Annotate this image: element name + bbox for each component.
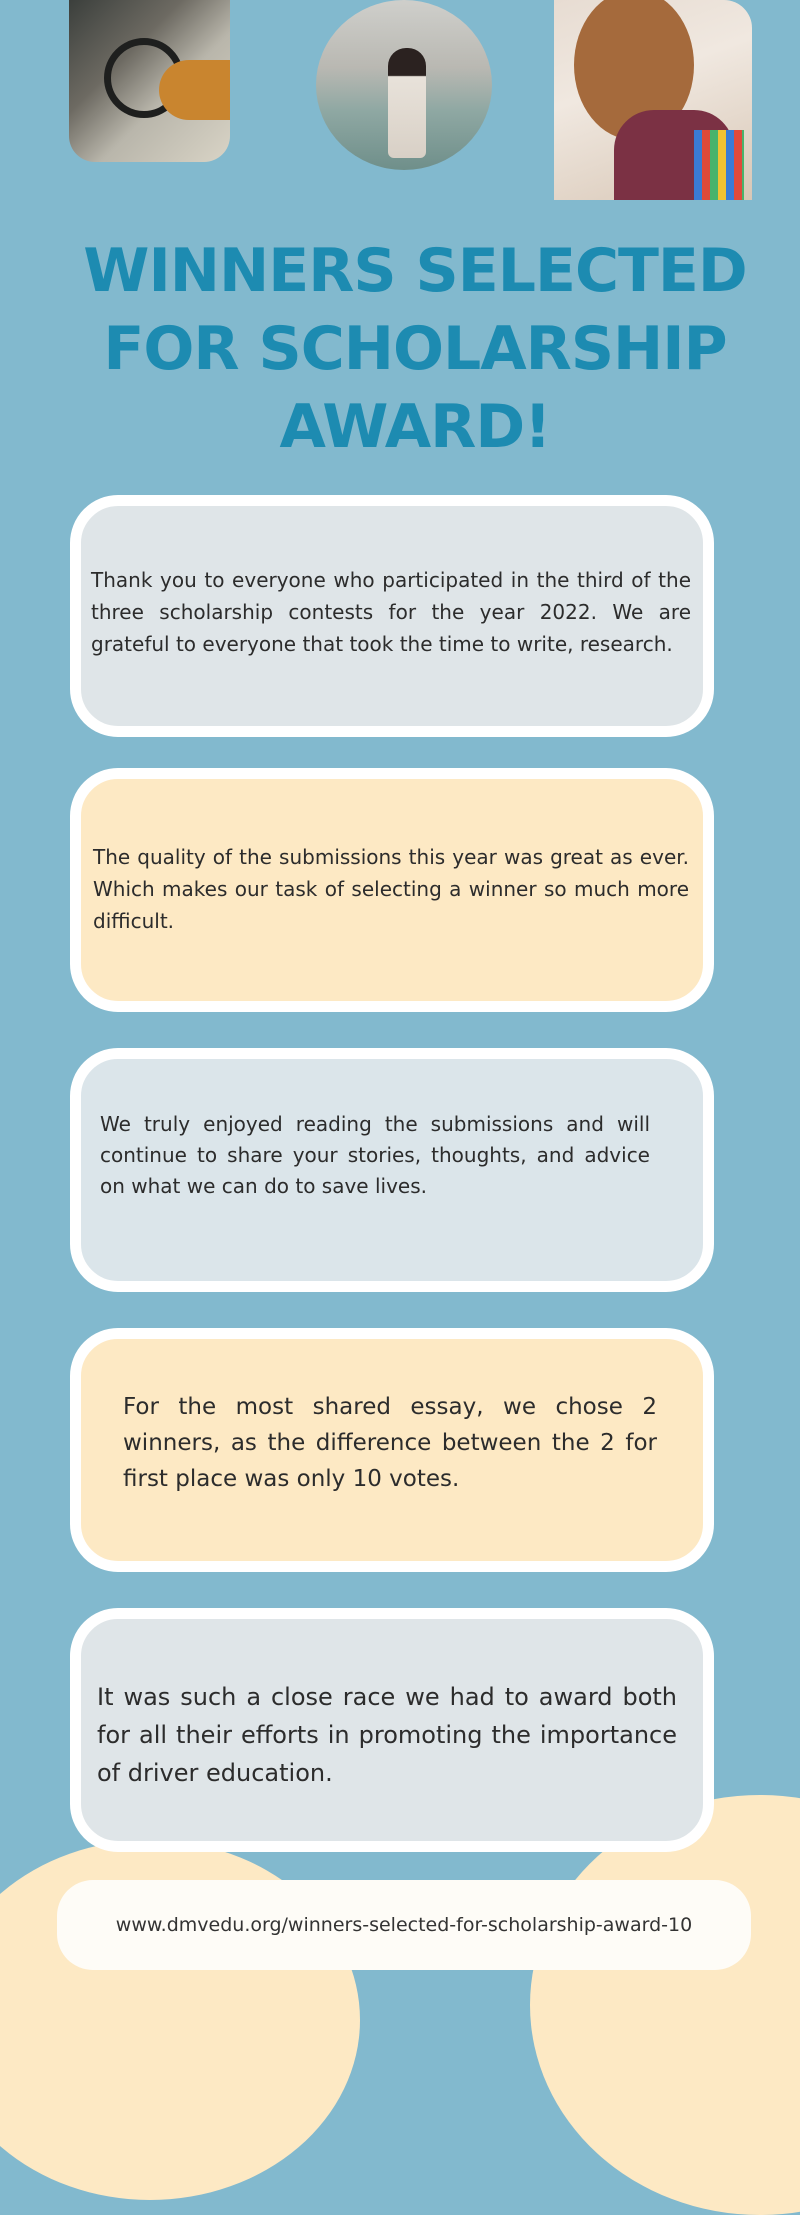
- info-card-3: [70, 1048, 714, 1292]
- info-card-text: Thank you to everyone who participated in the third of the three scholarship contests for the year 2022. We are grateful to everyone that took the time to write, research.: [91, 568, 691, 656]
- info-card-text: It was such a close race we had to award both for all their efforts in promoting the importance of driver education.: [97, 1683, 677, 1787]
- url-footer: [57, 1880, 751, 1970]
- info-card-1: [70, 495, 714, 737]
- info-card-text: The quality of the submissions this year was great as ever. Which makes our task of selecting a winner so much more difficult.: [93, 845, 689, 933]
- page-title: WINNERS SELECTED FOR SCHOLARSHIP AWARD!: [83, 236, 747, 462]
- person-shape: [388, 48, 426, 158]
- woman-by-vintage-car-photo: [316, 0, 492, 170]
- arm-shape: [159, 60, 230, 120]
- info-card-text: We truly enjoyed reading the submissions and will continue to share your stories, thoughts, and advice on what we can do to save lives.: [100, 1112, 650, 1198]
- info-card-2: [70, 768, 714, 1012]
- source-url-link[interactable]: www.dmvedu.org/winners-selected-for-scholarship-award-10: [115, 1914, 693, 1936]
- pencil-cup-shape: [694, 130, 744, 200]
- info-card-4: [70, 1328, 714, 1572]
- student-with-pencils-photo: [554, 0, 752, 200]
- woman-driving-car-photo: [69, 0, 230, 162]
- info-card-text: For the most shared essay, we chose 2 winners, as the difference between the 2 for first place was only 10 votes.: [123, 1394, 657, 1492]
- decorative-cream-blob-right: [530, 1795, 800, 2215]
- info-card-5: [70, 1608, 714, 1852]
